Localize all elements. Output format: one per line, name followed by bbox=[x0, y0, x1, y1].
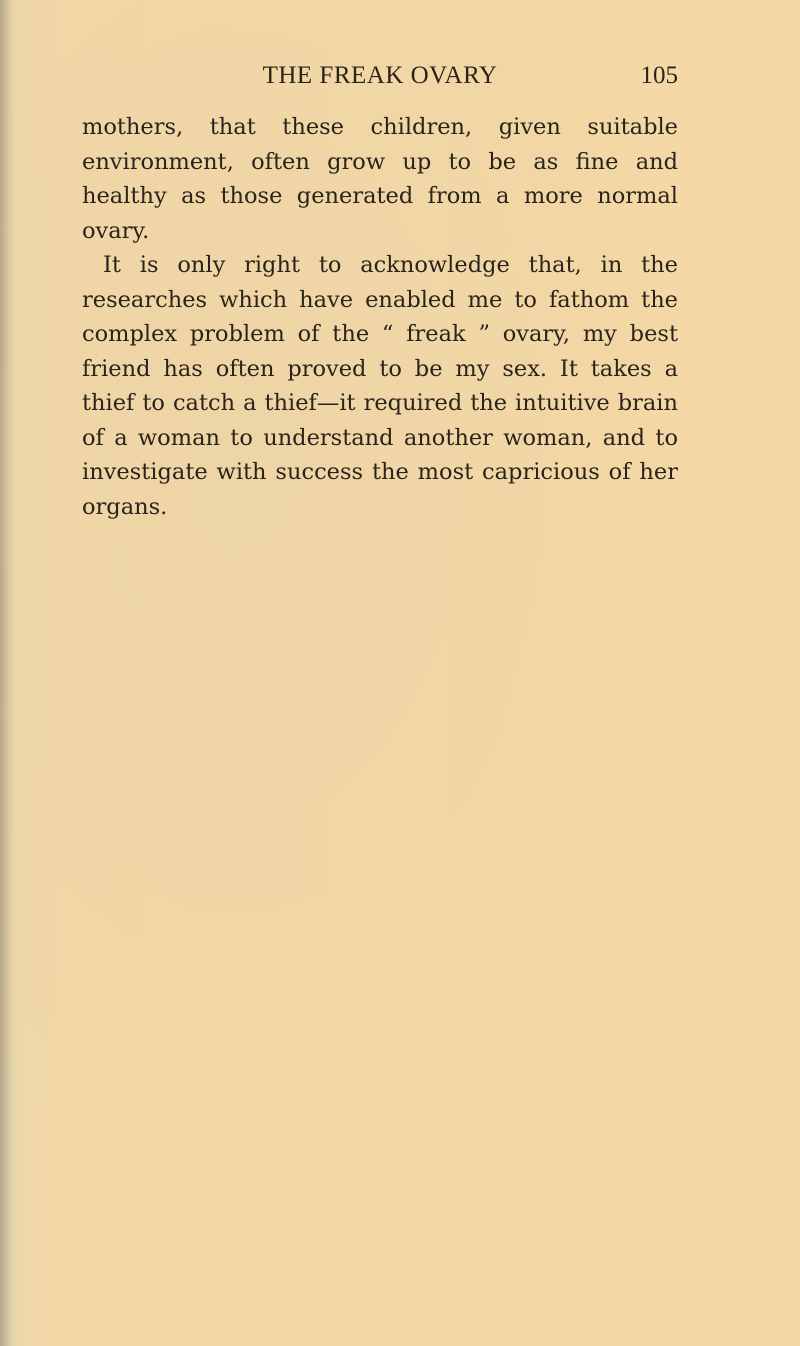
paragraph: It is only right to acknowledge that, in the researches which have enabled me to fathom the complex problem of the “ freak ” ovary, my best friend has often proved to be my sex. It takes a thief to catch a thief—it required the intuitive brain of a woman to understand another woman, and to investigate with success the most capricious of her organs. bbox=[82, 252, 678, 520]
page-number: 105 bbox=[640, 62, 678, 89]
body-text bbox=[82, 110, 678, 524]
binding-gutter-shadow bbox=[0, 0, 14, 1346]
running-title: THE FREAK OVARY bbox=[262, 62, 498, 89]
running-head bbox=[82, 58, 678, 94]
paragraph-continued: mothers, that these children, given suitable environment, often grow up to be as fine and healthy as those generated from a more normal ovary. bbox=[82, 114, 678, 244]
